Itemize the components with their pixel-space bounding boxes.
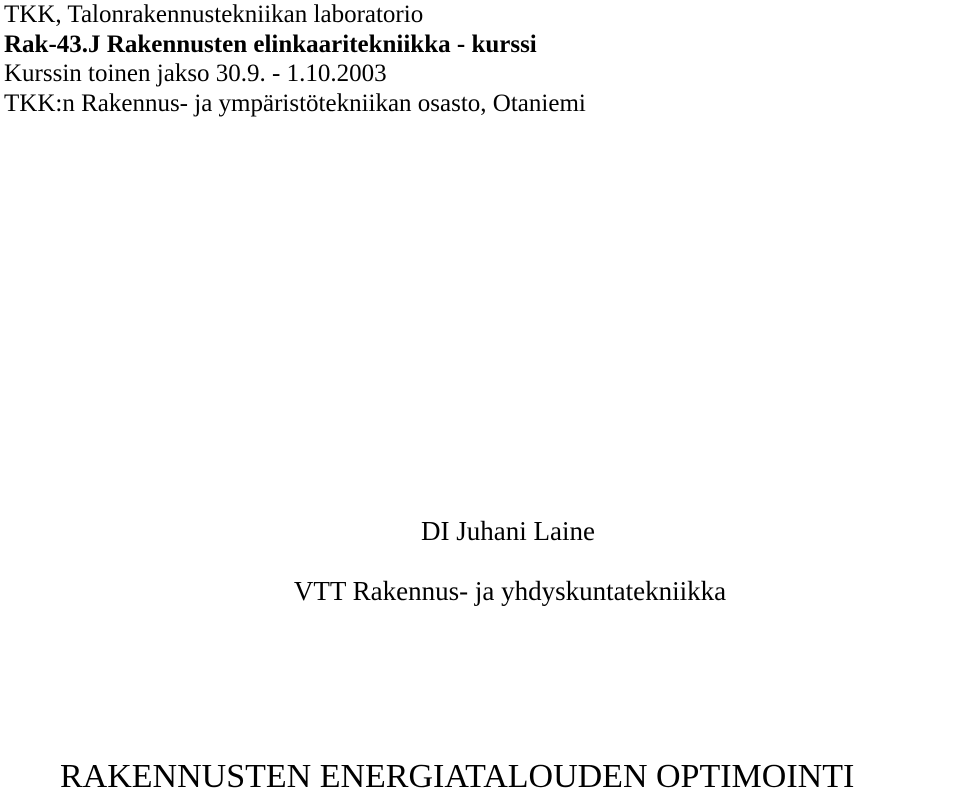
department-line: TKK:n Rakennus- ja ympäristötekniikan osasto, Otaniemi (4, 89, 586, 117)
institution-line: TKK, Talonrakennustekniikan laboratorio (4, 1, 424, 28)
document-title: RAKENNUSTEN ENERGIATALOUDEN OPTIMOINTI (60, 758, 855, 795)
course-period-line: Kurssin toinen jakso 30.9. - 1.10.2003 (4, 60, 387, 87)
document-header (4, 0, 586, 118)
course-line: Rak-43.J Rakennusten elinkaaritekniikka - kurssi (4, 30, 537, 58)
author-affiliation: VTT Rakennus- ja yhdyskuntatekniikka (293, 576, 727, 606)
author-name: DI Juhani Laine (421, 516, 595, 546)
